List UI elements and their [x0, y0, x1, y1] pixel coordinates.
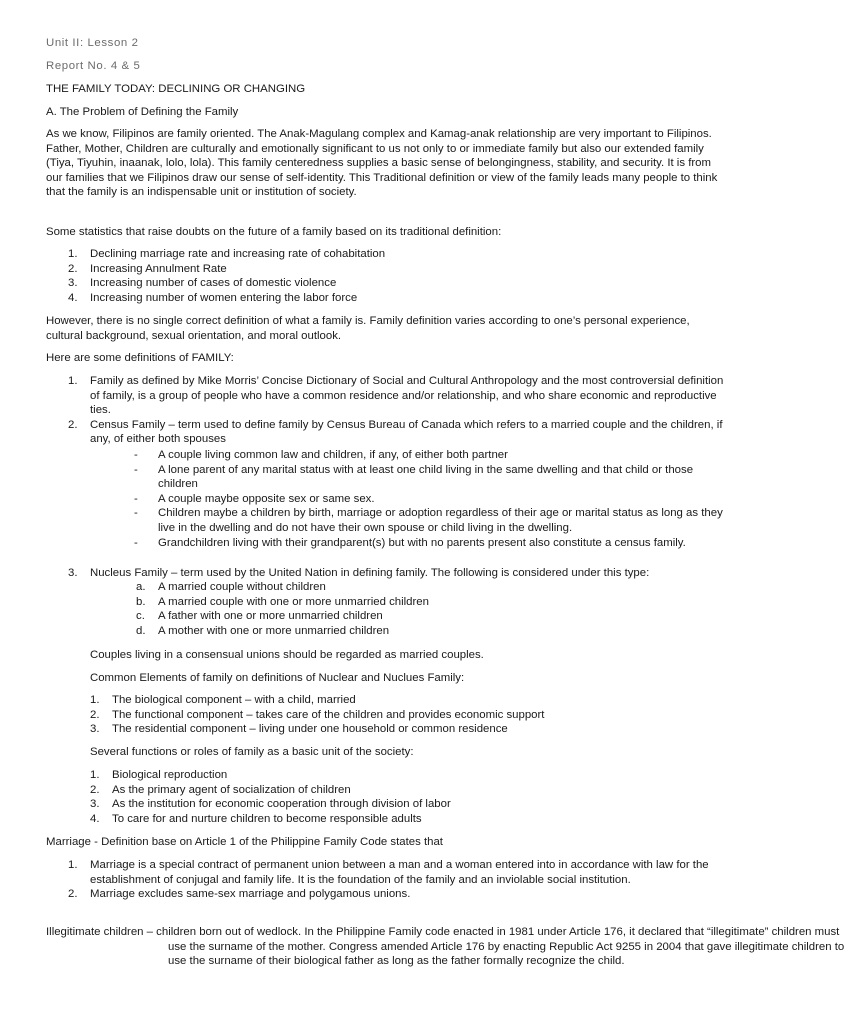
list-item: 2. As the primary agent of socialization of children	[90, 783, 351, 796]
however-paragraph: However, there is no single correct definition of what a family is. Family definition varies according to one’s personal experience, cultural background, sexual orientation, and moral outlook.	[46, 315, 690, 342]
illegitimate-children-paragraph: Illegitimate children – children born out of wedlock. In the Philippine Family code enacted in 1981 under Article 176, it declared that “illegitimate” children must use the surname of the mother. Congress amended Article 176 by enacting Republic Act 9255 in 2004 that gave illegitimate children to use the surname of their biological father as long as the father formally recognize the child.	[46, 926, 845, 968]
nucleus-family-list	[46, 580, 726, 638]
list-item: 2. Increasing Annulment Rate	[68, 262, 227, 275]
list-item: 1. Declining marriage rate and increasing rate of cohabitation	[68, 248, 386, 260]
list-item: 1. Marriage is a special contract of permanent union between a man and a woman entered into in accordance with law for the establishment of conjugal and family life. It is the foundation of the family and an inviolable social institution.	[68, 859, 709, 886]
list-item: 1. Biological reproduction	[90, 769, 228, 781]
document-title: THE FAMILY TODAY: DECLINING OR CHANGING	[46, 83, 306, 95]
stats-list	[46, 247, 726, 305]
nucleus-definition	[46, 566, 726, 581]
consensual-note: Couples living in a consensual unions should be regarded as married couples.	[90, 649, 484, 661]
definitions-intro: Here are some definitions of FAMILY:	[46, 352, 234, 364]
definition-item: 2. Census Family – term used to define family by Census Bureau of Canada which refers to a married couple and the children, if any, of either both spouses	[68, 418, 723, 446]
marriage-intro: Marriage - Definition base on Article 1 of the Philippine Family Code states that	[46, 836, 443, 848]
list-item: 4. To care for and nurture children to become responsible adults	[90, 812, 422, 825]
list-item: 2. Marriage excludes same-sex marriage and polygamous unions.	[68, 888, 411, 901]
section-heading: A. The Problem of Defining the Family	[46, 106, 239, 118]
stats-intro: Some statistics that raise doubts on the future of a family based on its traditional definition:	[46, 226, 502, 238]
list-item: 3. Increasing number of cases of domestic violence	[68, 277, 337, 290]
list-item: - Children maybe a children by birth, marriage or adoption regardless of their age or marital status as long as they live in the dwelling and do not have their own spouse or child living in the dwelling.	[134, 507, 723, 534]
list-item: 2. The functional component – takes care of the children and provides economic support	[90, 708, 545, 721]
definition-item: 1. Family as defined by Mike Morris’ Concise Dictionary of Social and Cultural Anthropology and the most controversial definition of family, is a group of people who have a common residence and/or relationship, and who share economic and reproductive ties.	[68, 375, 724, 417]
common-elements-list	[46, 693, 726, 737]
definitions-list	[46, 374, 726, 447]
list-item: - A lone parent of any marital status with at least one child living in the same dwelling and that child or those children	[134, 463, 694, 491]
list-item: - Grandchildren living with their grandparent(s) but with no parents present also constitute a census family.	[134, 536, 686, 549]
list-item: - A couple living common law and children, if any, of either both partner	[134, 449, 508, 461]
marriage-list	[46, 858, 726, 902]
list-item: 3. The residential component – living under one household or common residence	[90, 723, 508, 736]
census-family-list	[46, 448, 726, 550]
list-item: 4. Increasing number of women entering the labor force	[68, 291, 358, 304]
common-elements-intro: Common Elements of family on definitions of Nuclear and Nuclues Family:	[90, 672, 465, 684]
list-item: c. A father with one or more unmarried children	[136, 610, 383, 623]
definition-item: 3. Nucleus Family – term used by the United Nation in defining family. The following is considered under this type:	[68, 567, 650, 579]
functions-intro: Several functions or roles of family as a basic unit of the society:	[90, 746, 414, 758]
functions-list	[46, 768, 726, 826]
unit-label: Unit II: Lesson 2	[46, 37, 139, 49]
list-item: - A couple maybe opposite sex or same sex.	[134, 492, 375, 505]
list-item: 3. As the institution for economic cooperation through division of labor	[90, 798, 451, 811]
intro-paragraph: As we know, Filipinos are family oriented. The Anak-Magulang complex and Kamag-anak relationship are very important to Filipinos. Father, Mother, Children are culturally and emotionally significant to us not only to or immediate family but also our extended family (Tiya, Tiyuhin, inaanak, lolo, lola). This family centeredness supplies a basic sense of belongingness, stability, and security. It is from our families that we Filipinos draw our sense of self-identity. This Traditional definition or view of the family leads many people to think that the family is an indispensable unit or institution of society.	[46, 128, 718, 199]
list-item: b. A married couple with one or more unmarried children	[136, 595, 429, 608]
list-item: d. A mother with one or more unmarried children	[136, 624, 390, 637]
list-item: 1. The biological component – with a child, married	[90, 694, 356, 706]
report-label: Report No. 4 & 5	[46, 60, 141, 72]
list-item: a. A married couple without children	[136, 581, 326, 593]
